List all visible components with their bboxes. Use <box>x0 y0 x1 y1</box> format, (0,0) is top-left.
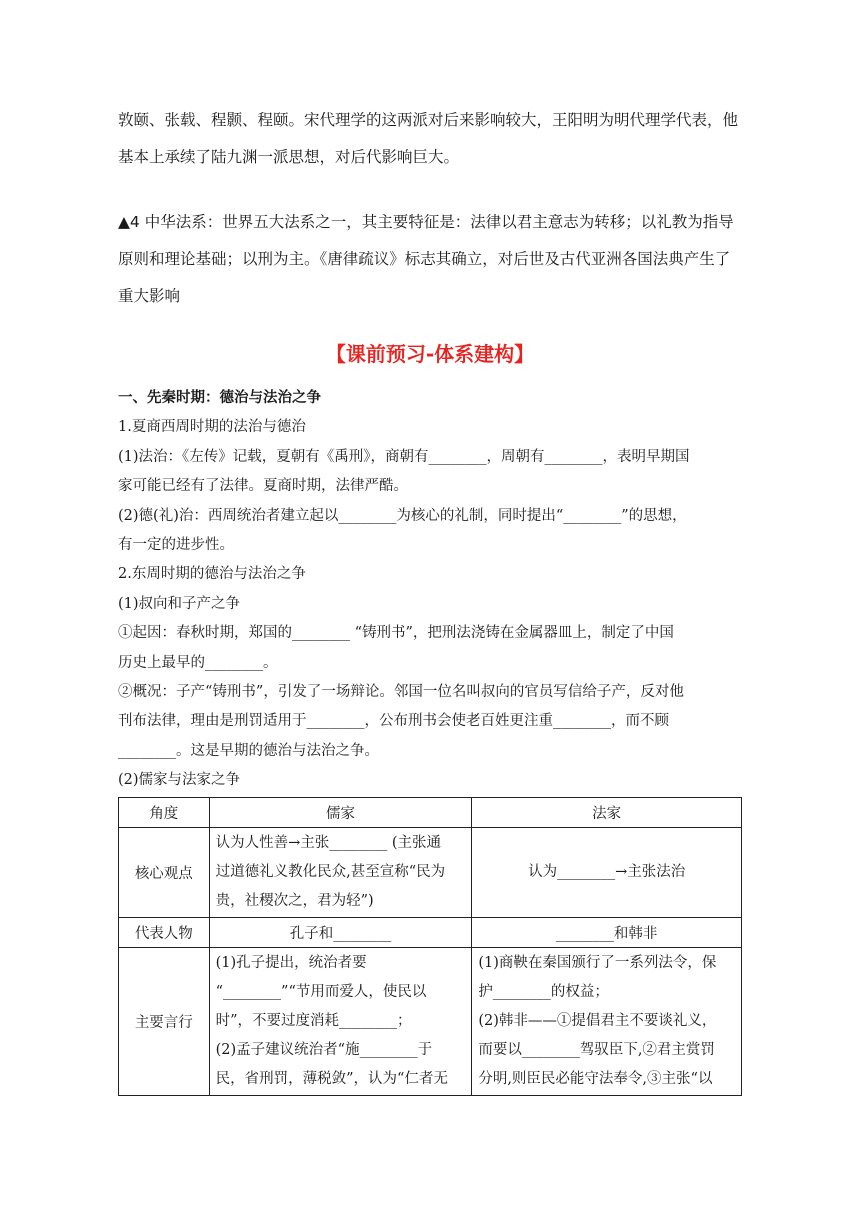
cell-line: 分明,则臣民必能守法奉令,③主张“以 <box>478 1071 713 1087</box>
cell-line: ________和韩非 <box>555 926 658 942</box>
text-line: ▲4 中华法系：世界五大法系之一，其主要特征是：法律以君主意志为转移；以礼教为指导 <box>118 213 734 231</box>
cell-line: 认为人性善→主张________ (主张通 <box>215 835 442 851</box>
table-row-representatives <box>119 918 742 948</box>
text-line: 有一定的进步性。 <box>118 537 234 554</box>
confucian-cell <box>209 948 472 1096</box>
row-label: 代表人物 <box>119 918 210 948</box>
text-line: (1)叔向和子产之争 <box>118 595 241 612</box>
confucian-cell <box>209 828 472 918</box>
text-line: ①起因：春秋时期，郑国的________ “铸刑书”，把刑法浇铸在金属器皿上，制定了中国 <box>118 625 674 642</box>
cell-line: (2)孟子建议统治者“施________于 <box>215 1042 433 1058</box>
text-line: 家可能已经有了法律。夏商时期，法律严酷。 <box>118 478 408 495</box>
cell-line: (2)韩非——①提倡君主不要谈礼义， <box>478 1013 717 1029</box>
table-header-row <box>119 798 742 828</box>
section-title: 【课前预习-体系建构】 <box>325 342 535 366</box>
intro-paragraph-neo-confucianism <box>118 102 742 176</box>
header-cell-aspect: 角度 <box>119 798 210 828</box>
heading-pre-qin: 一、先秦时期：德治与法治之争 <box>118 390 321 406</box>
cell-line: 民，省刑罚，薄税敛”，认为“仁者无 <box>215 1071 448 1087</box>
text-line: 历史上最早的________。 <box>118 654 278 671</box>
text-line: (1)法治：《左传》记载，夏朝有《禹刑》，商朝有________，周朝有________，表明早期国 <box>118 448 690 465</box>
cell-line: 孔子和________ <box>289 926 392 942</box>
text-line: (2)德(礼)治：西周统治者建立起以________为核心的礼制，同时提出“________”的思想， <box>118 507 687 524</box>
intro-paragraph-chinese-legal-system <box>118 204 742 315</box>
legalist-cell <box>472 918 742 948</box>
row-label: 核心观点 <box>119 828 210 918</box>
text-line: (2)儒家与法家之争 <box>118 772 241 789</box>
cell-line: “________”“节用而爱人，使民以 <box>215 984 427 1000</box>
cell-line: 贵，社稷次之，君为轻”) <box>215 893 374 909</box>
row-label: 主要言行 <box>119 948 210 1096</box>
cell-line: 护________的权益； <box>478 984 609 1000</box>
confucian-legalist-comparison-table <box>118 797 742 1096</box>
header-cell-confucian: 儒家 <box>209 798 472 828</box>
text-line: 原则和理论基础；以刑为主。《唐律疏议》标志其确立，对后世及古代亚洲各国法典产生了 <box>118 250 731 268</box>
cell-line: (1)孔子提出，统治者要 <box>215 955 367 971</box>
text-line: ②概况：子产“铸刑书”，引发了一场辩论。邻国一位名叫叔向的官员写信给子产，反对他 <box>118 684 684 701</box>
text-line: 2.东周时期的德治与法治之争 <box>118 566 306 583</box>
text-line: 敦颐、张载、程颢、程颐。宋代理学的这两派对后来影响较大，王阳明为明代理学代表，他 <box>118 111 739 129</box>
text-line: 重大影响 <box>118 287 181 305</box>
cell-line: (1)商鞅在秦国颁行了一系列法令，保 <box>478 955 717 971</box>
table-row-main-deeds <box>119 948 742 1096</box>
confucian-cell <box>209 918 472 948</box>
legalist-cell <box>472 948 742 1096</box>
preview-body <box>118 384 744 796</box>
cell-line: 过道德礼义教化民众,甚至宣称“民为 <box>215 864 446 880</box>
text-line: 1.夏商西周时期的法治与德治 <box>118 419 306 436</box>
table-row-core-view <box>119 828 742 918</box>
text-line: ________。这是早期的德治与法治之争。 <box>118 742 379 759</box>
text-line: 刊布法律，理由是刑罚适用于________，公布刑书会使老百姓更注重________，而不顾 <box>118 713 669 730</box>
cell-line: 时”，不要过度消耗________； <box>215 1013 412 1029</box>
cell-line: 认为________→主张法治 <box>528 864 686 880</box>
legalist-cell <box>472 828 742 918</box>
text-line: 基本上承续了陆九渊一派思想，对后代影响巨大。 <box>118 148 460 166</box>
cell-line: 而要以________驾驭臣下,②君主赏罚 <box>478 1042 715 1058</box>
header-cell-legalist: 法家 <box>472 798 742 828</box>
